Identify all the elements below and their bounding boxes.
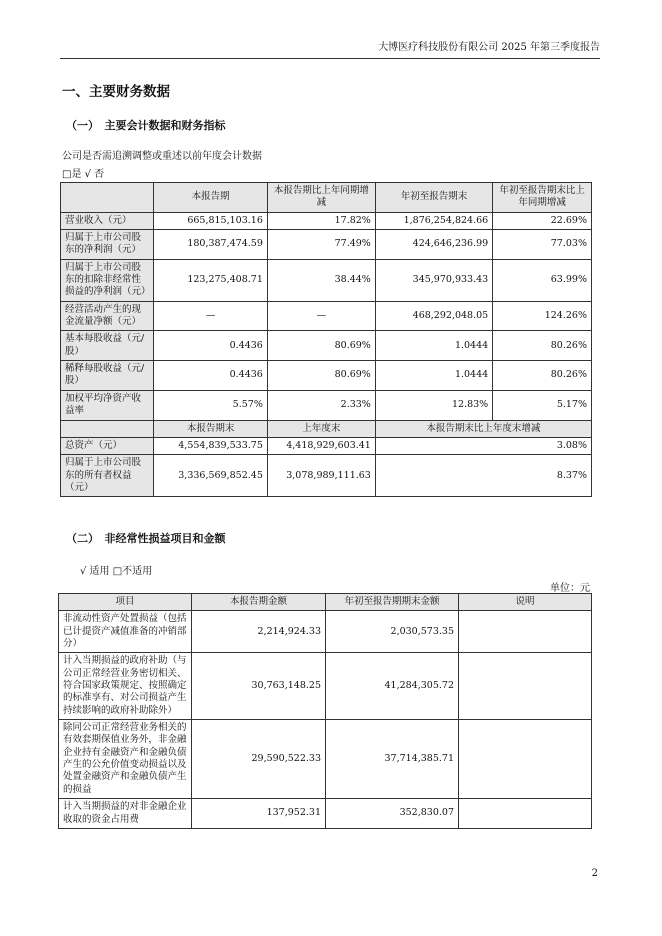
cell: 2,214,924.33 [192, 611, 326, 653]
restate-question: 公司是否需追溯调整或重述以前年度会计数据 [62, 151, 262, 162]
table-header-row [61, 420, 592, 437]
cell: 8.37% [375, 455, 591, 497]
cell: 124.26% [493, 301, 592, 331]
cell: 22.69% [493, 212, 592, 229]
row-label: 除同公司正常经营业务相关的有效套期保值业务外，非金融企业持有金融资产和金融负债产生的公允价值变动损益以及处置金融资产和金融负债产生的损益 [59, 720, 192, 799]
cell: 468,292,048.05 [375, 301, 492, 331]
cell: 4,554,839,533.75 [154, 437, 267, 454]
row-label: 经营活动产生的现金流量净额（元） [61, 301, 154, 331]
cell: 180,387,474.59 [154, 230, 267, 260]
row-label: 归属于上市公司股东的净利润（元） [61, 230, 154, 260]
unit-label: 单位：元 [550, 583, 590, 594]
row-label: 非流动性资产处置损益（包括已计提资产减值准备的冲销部分） [59, 611, 192, 653]
cell: 0.4436 [154, 361, 267, 391]
row-label: 计入当期损益的政府补助（与公司正常经营业务密切相关、符合国家政策规定、按照确定的标准享有、对公司损益产生持续影响的政府补助除外） [59, 653, 192, 720]
table-row [59, 611, 592, 653]
table-row [61, 212, 592, 229]
header-cell: 本报告期末 [154, 420, 267, 437]
header-cell: 年初至报告期末比上年同期增减 [493, 183, 592, 213]
header-cell: 本报告期末比上年度末增减 [375, 420, 591, 437]
row-label: 基本每股收益（元/股） [61, 331, 154, 361]
row-label: 营业收入（元） [61, 212, 154, 229]
row-label: 加权平均净资产收益率 [61, 390, 154, 420]
table-row [61, 361, 592, 391]
cell: 80.69% [267, 331, 375, 361]
table-header-row [59, 594, 592, 611]
cell [459, 653, 592, 720]
cell: 80.26% [493, 361, 592, 391]
header-cell: 年初至报告期期末金额 [326, 594, 459, 611]
cell: — [154, 301, 267, 331]
table-row [61, 455, 592, 497]
cell [459, 799, 592, 829]
cell: 123,275,408.71 [154, 259, 267, 301]
cell: 29,590,522.33 [192, 720, 326, 799]
header-cell [61, 183, 154, 213]
restate-choice: □是 √ 否 [62, 169, 105, 180]
table-row [61, 230, 592, 260]
header-cell: 说明 [459, 594, 592, 611]
table-row [61, 301, 592, 331]
cell: 665,815,103.16 [154, 212, 267, 229]
cell [459, 611, 592, 653]
row-label: 归属于上市公司股东的所有者权益（元） [61, 455, 154, 497]
cell: 80.26% [493, 331, 592, 361]
header-cell: 上年度末 [267, 420, 375, 437]
cell: 77.03% [493, 230, 592, 260]
table-row [59, 720, 592, 799]
subsection-title-nonrecurring: （二） 非经常性损益项目和金额 [66, 532, 226, 545]
cell: — [267, 301, 375, 331]
cell: 1.0444 [375, 361, 492, 391]
row-label: 归属于上市公司股东的扣除非经常性损益的净利润（元） [61, 259, 154, 301]
cell: 1.0444 [375, 331, 492, 361]
cell: 4,418,929,603.41 [267, 437, 375, 454]
table-row [61, 390, 592, 420]
nonrecurring-table [58, 593, 592, 829]
subsection-title-accounting-data: （一） 主要会计数据和财务指标 [66, 119, 226, 132]
section-title-financial-data: 一、主要财务数据 [62, 84, 170, 100]
header-cell [61, 420, 154, 437]
cell: 3,078,989,111.63 [267, 455, 375, 497]
cell: 2.33% [267, 390, 375, 420]
table-row [59, 653, 592, 720]
cell: 424,646,236.99 [375, 230, 492, 260]
key-financial-table [60, 182, 592, 497]
cell [459, 720, 592, 799]
cell: 12.83% [375, 390, 492, 420]
cell: 17.82% [267, 212, 375, 229]
header-cell: 本报告期 [154, 183, 267, 213]
cell: 3.08% [375, 437, 591, 454]
table-row [59, 799, 592, 829]
cell: 137,952.31 [192, 799, 326, 829]
table-header-row [61, 183, 592, 213]
header-cell: 本报告期金额 [192, 594, 326, 611]
page-number: 2 [591, 868, 598, 879]
cell: 0.4436 [154, 331, 267, 361]
cell: 77.49% [267, 230, 375, 260]
header-cell: 年初至报告期末 [375, 183, 492, 213]
cell: 2,030,573.35 [326, 611, 459, 653]
cell: 37,714,385.71 [326, 720, 459, 799]
row-label: 稀释每股收益（元/股） [61, 361, 154, 391]
cell: 41,284,305.72 [326, 653, 459, 720]
table-row [61, 259, 592, 301]
applicable-choice: √ 适用 □不适用 [80, 566, 153, 577]
cell: 3,336,569,852.45 [154, 455, 267, 497]
cell: 352,830.07 [326, 799, 459, 829]
cell: 30,763,148.25 [192, 653, 326, 720]
cell: 5.17% [493, 390, 592, 420]
cell: 63.99% [493, 259, 592, 301]
header-cell: 项目 [59, 594, 192, 611]
table-row [61, 437, 592, 454]
cell: 345,970,933.43 [375, 259, 492, 301]
table-row [61, 331, 592, 361]
cell: 80.69% [267, 361, 375, 391]
row-label: 总资产（元） [61, 437, 154, 454]
row-label: 计入当期损益的对非金融企业收取的资金占用费 [59, 799, 192, 829]
report-header: 大博医疗科技股份有限公司 2025 年第三季度报告 [60, 38, 600, 59]
header-cell: 本报告期比上年同期增减 [267, 183, 375, 213]
cell: 38.44% [267, 259, 375, 301]
cell: 1,876,254,824.66 [375, 212, 492, 229]
cell: 5.57% [154, 390, 267, 420]
